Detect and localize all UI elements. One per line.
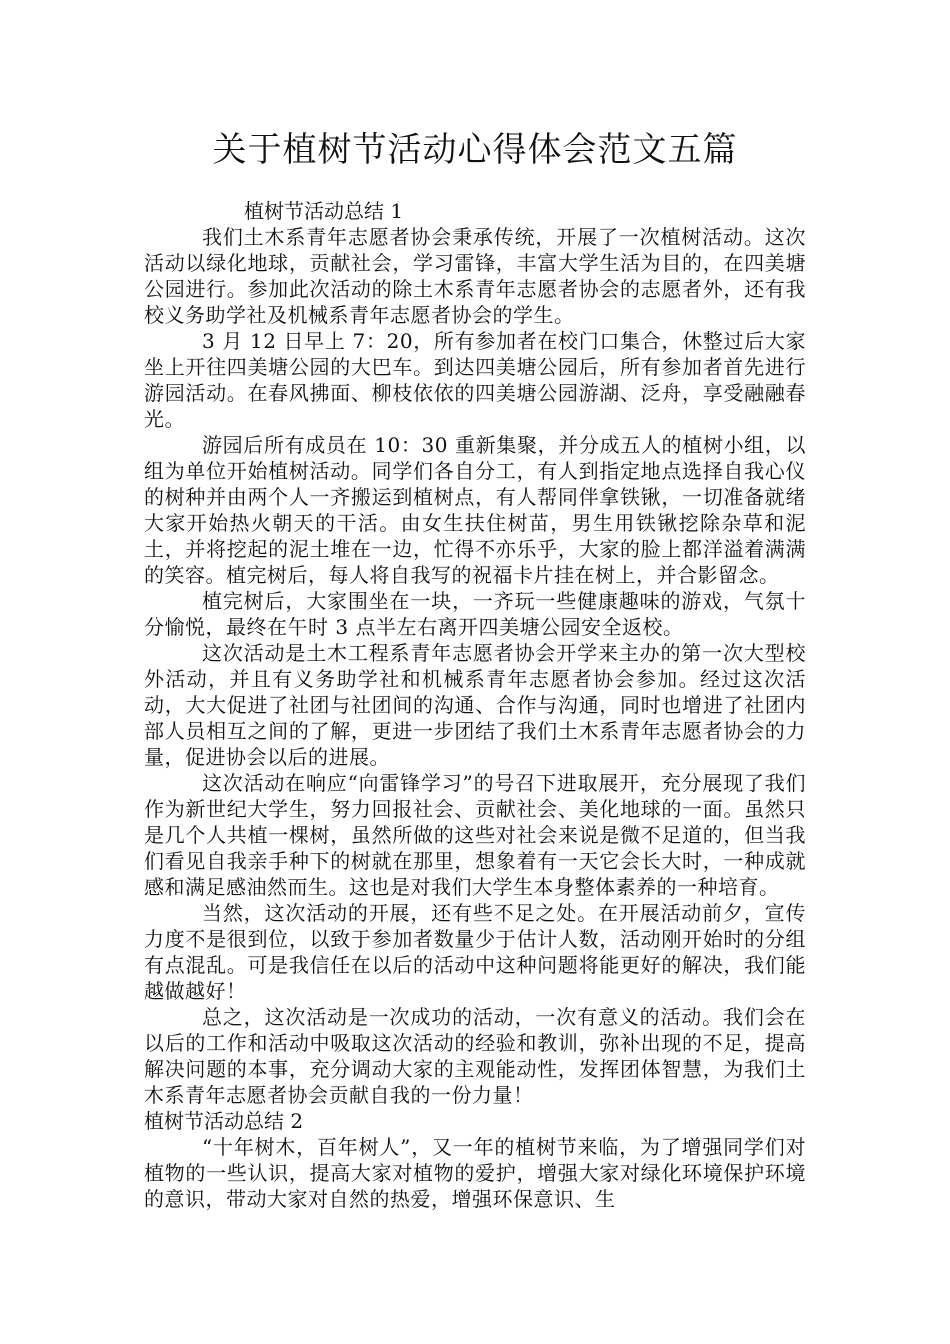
paragraph: 植完树后，大家围坐在一块，一齐玩一些健康趣味的游戏，气氛十分愉悦，最终在午时 3 点半左右离开四美塘公园安全返校。 bbox=[144, 589, 806, 639]
paragraph: 这次活动在响应“向雷锋学习”的号召下进取展开，充分展现了我们作为新世纪大学生，努力回报社会、贡献社会、美化地球的一面。虽然只是几个人共植一棵树，虽然所做的这些对社会来说是微不足道的，但当我们看见自我亲手种下的树就在那里，想象着有一天它会长大时，一种成就感和满足感油然而生。这也是对我们大学生本身整体素养的一种培育。 bbox=[144, 771, 806, 899]
paragraph: 3 月 12 日早上 7：20，所有参加者在校门口集合，休整过后大家坐上开往四美塘公园的大巴车。到达四美塘公园后，所有参加者首先进行游园活动。在春风拂面、柳枝依依的四美塘公园游湖、泛舟，享受融融春光。 bbox=[144, 329, 806, 431]
paragraph: 总之，这次活动是一次成功的活动，一次有意义的活动。我们会在以后的工作和活动中吸取这次活动的经验和教训，弥补出现的不足，提高解决问题的本事，充分调动大家的主观能动性，发挥团体智慧，为我们土木系青年志愿者协会贡献自我的一份力量！ bbox=[144, 1005, 806, 1107]
paragraph: 这次活动是土木工程系青年志愿者协会开学来主办的第一次大型校外活动，并且有义务助学社和机械系青年志愿者协会参加。经过这次活动，大大促进了社团与社团间的沟通、合作与沟通，同时也增进了社团内部人员相互之间的了解，更进一步团结了我们土木系青年志愿者协会的力量，促进协会以后的进展。 bbox=[144, 641, 806, 769]
paragraph: 游园后所有成员在 10：30 重新集聚，并分成五人的植树小组，以组为单位开始植树活动。同学们各自分工，有人到指定地点选择自我心仪的树种并由两个人一齐搬运到植树点，有人帮同伴拿铁锹，一切准备就绪大家开始热火朝天的干活。由女生扶住树苗，男生用铁锹挖除杂草和泥土，并将挖起的泥土堆在一边，忙得不亦乐乎，大家的脸上都洋溢着满满的笑容。植完树后，每人将自我写的祝福卡片挂在树上，并合影留念。 bbox=[144, 433, 806, 587]
paragraph: 当然，这次活动的开展，还有些不足之处。在开展活动前夕，宣传力度不是很到位，以致于参加者数量少于估计人数，活动刚开始时的分组有点混乱。可是我信任在以后的活动中这种问题将能更好的解决，我们能越做越好！ bbox=[144, 901, 806, 1003]
section-heading-2: 植树节活动总结 2 bbox=[144, 1109, 304, 1133]
document-title: 关于植树节活动心得体会范文五篇 bbox=[212, 130, 738, 170]
document-page bbox=[144, 128, 806, 1212]
section-heading-1: 植树节活动总结 1 bbox=[244, 199, 404, 223]
paragraph: 我们土木系青年志愿者协会秉承传统，开展了一次植树活动。这次活动以绿化地球，贡献社会，学习雷锋，丰富大学生活为目的，在四美塘公园进行。参加此次活动的除土木系青年志愿者协会的志愿者外，还有我校义务助学社及机械系青年志愿者协会的学生。 bbox=[144, 225, 806, 327]
paragraph: “十年树木，百年树人”，又一年的植树节来临，为了增强同学们对植物的一些认识，提高大家对植物的爱护，增强大家对绿化环境保护环境的意识，带动大家对自然的热爱，增强环保意识、生 bbox=[144, 1135, 806, 1211]
